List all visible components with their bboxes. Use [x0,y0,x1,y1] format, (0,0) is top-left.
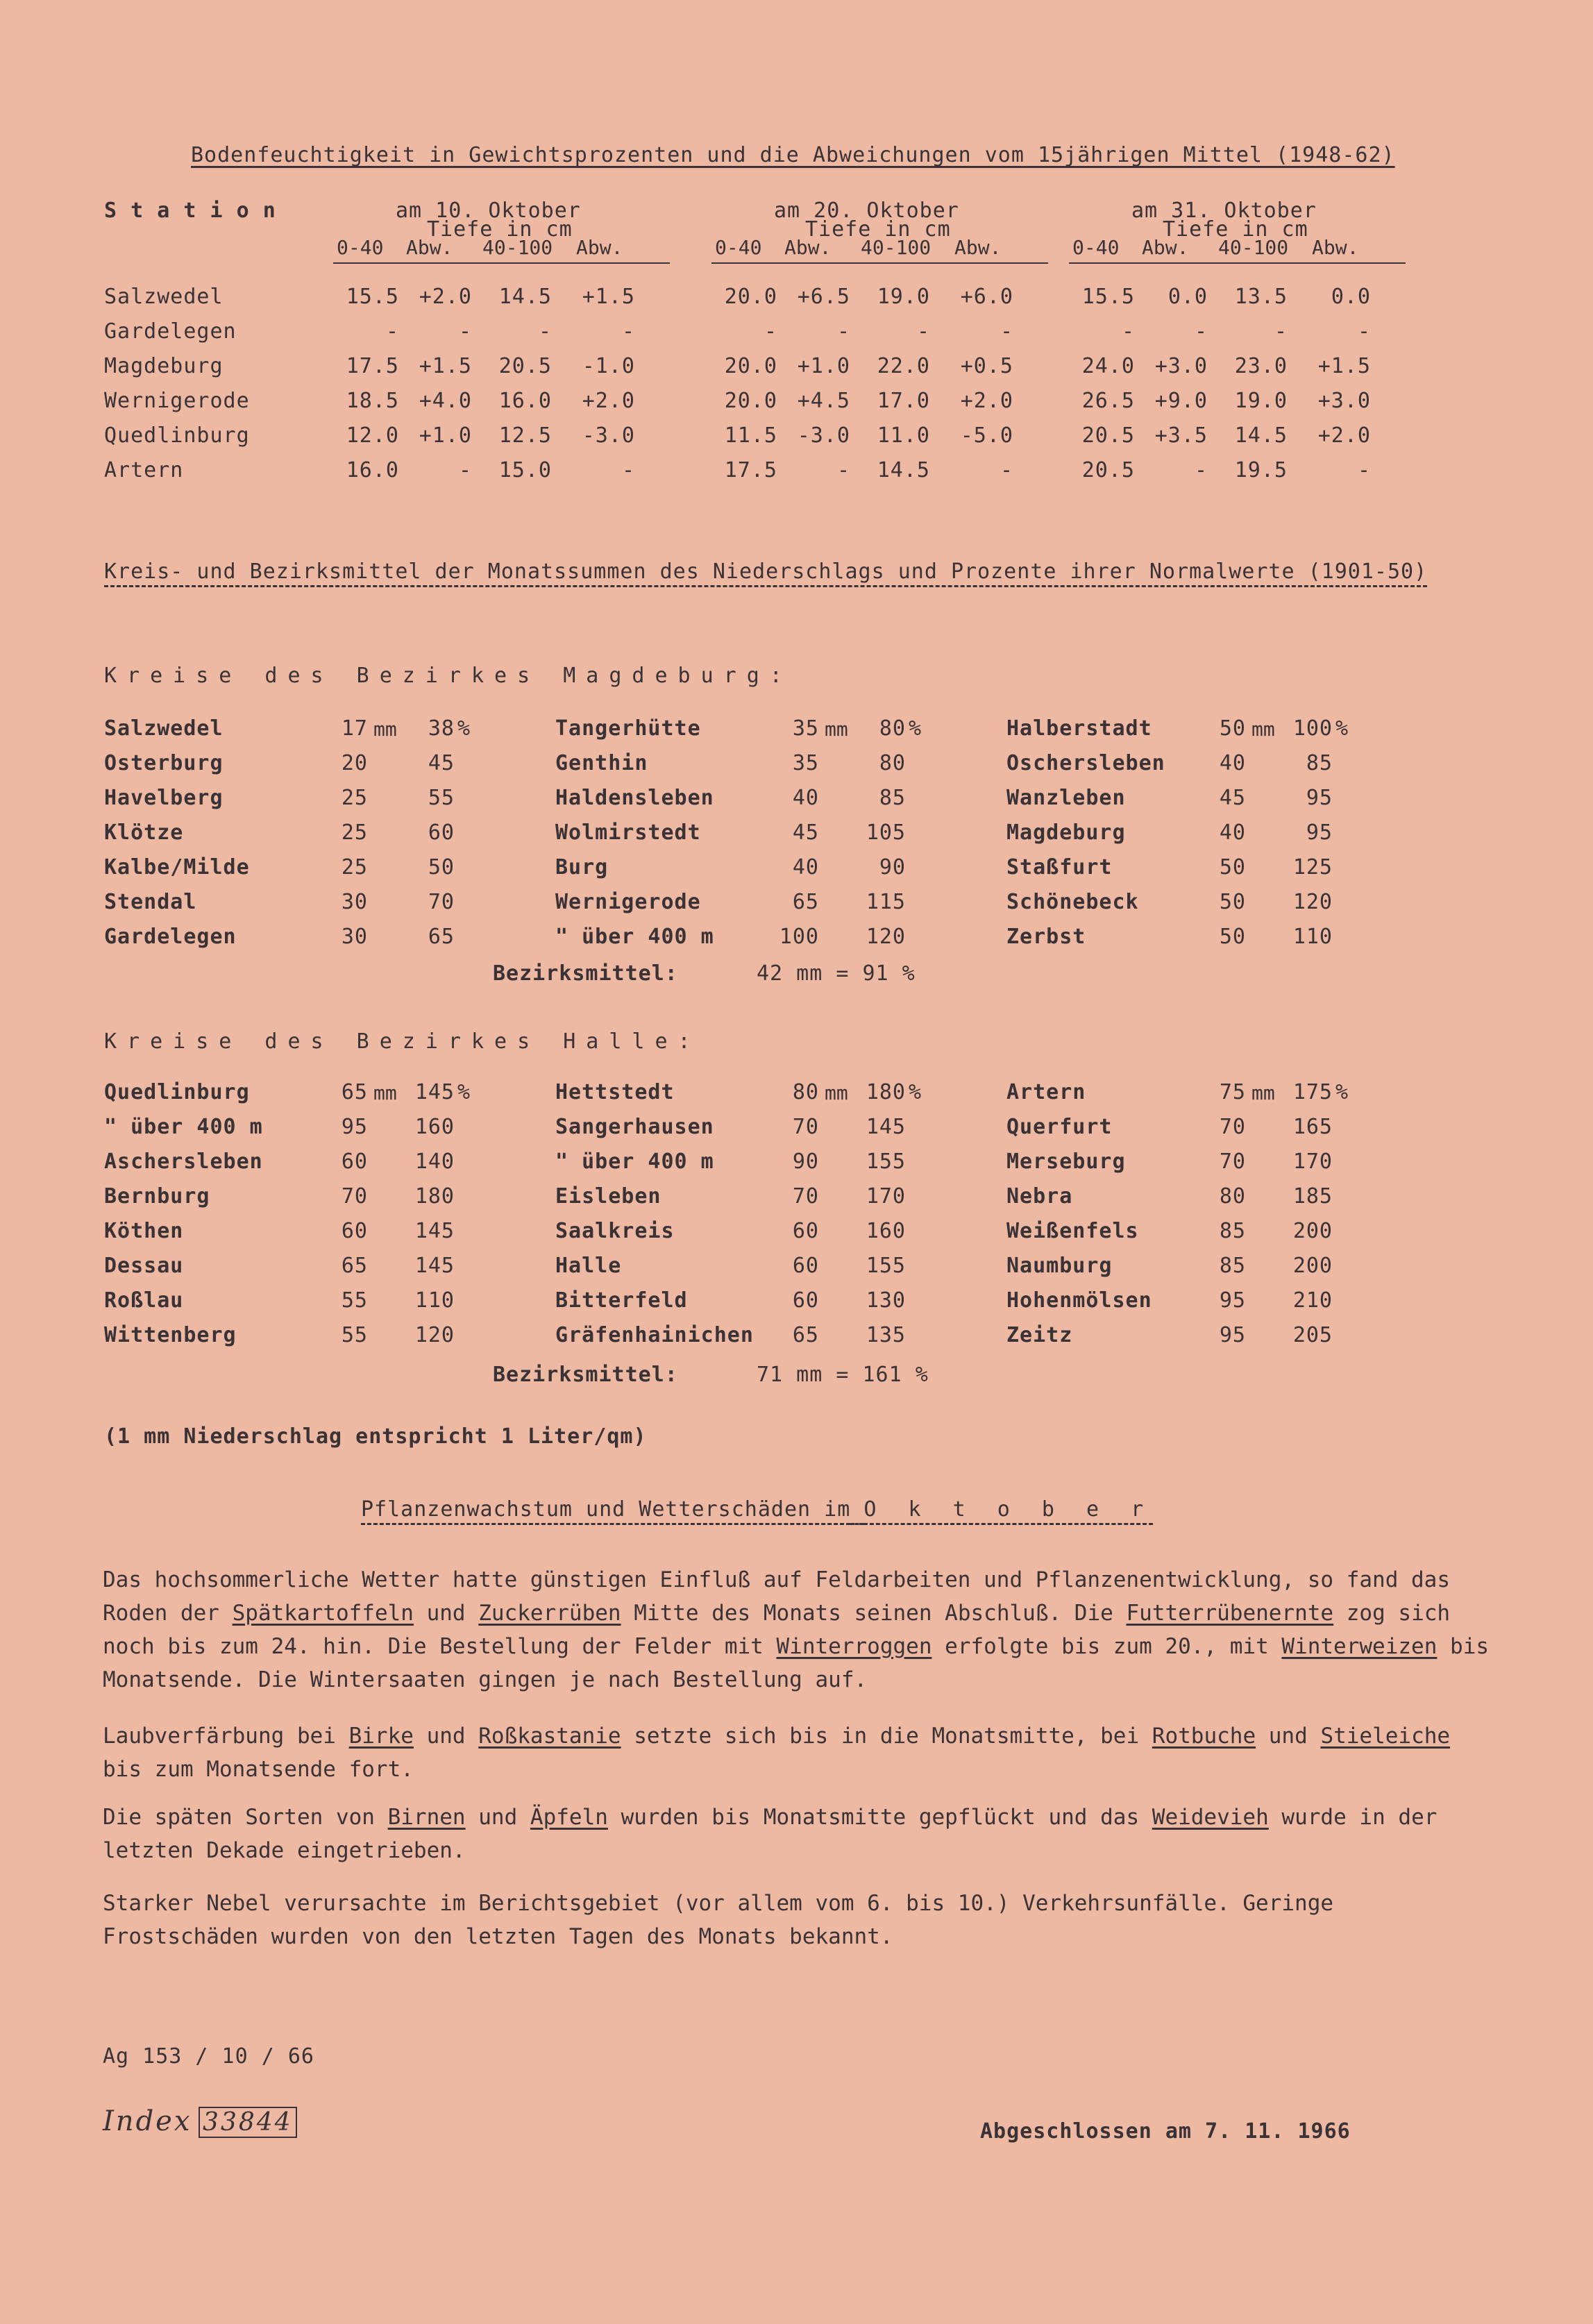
precip-mm: 80 [792,1080,819,1104]
soil-value: 13.5 [1234,285,1288,309]
district-name: Burg [555,855,609,879]
district-name: Stendal [104,890,197,914]
district-name: Sangerhausen [555,1115,714,1139]
district-name: Halberstadt [1006,716,1152,741]
district-name: Wittenberg [104,1323,237,1347]
unit-mm: mm [373,718,397,741]
depth-header: Tiefe in cm [805,217,951,242]
precip-mm: 20 [341,751,368,775]
soil-value: 17.5 [346,354,399,378]
sub-header: 0-40 [715,236,762,259]
station-name: Quedlinburg [104,423,250,448]
precip-percent: 110 [414,1288,455,1313]
soil-value: 16.0 [346,458,399,482]
soil-value: +2.0 [960,389,1013,413]
district-name: Oschersleben [1006,751,1165,775]
soil-value: 20.5 [1081,458,1135,482]
precip-percent: 38 [428,716,455,741]
precip-mm: 85 [1219,1254,1246,1278]
precip-mm: 17 [341,716,368,741]
soil-value: +3.5 [1154,423,1208,448]
unit-mm: mm [825,718,848,741]
soil-value: +2.0 [419,285,472,309]
precip-mm: 95 [341,1115,368,1139]
unit-percent: % [457,716,471,741]
soil-value: - [1194,319,1208,344]
precip-percent: 200 [1292,1219,1333,1243]
soil-value: +3.0 [1317,389,1371,413]
soil-value: - [1194,458,1208,482]
precip-mm: 65 [792,1323,819,1347]
soil-value: 14.5 [498,285,552,309]
precip-mm: 100 [779,925,819,949]
precip-mm: 40 [1219,820,1246,845]
header-rule [333,262,670,264]
precip-percent: 65 [428,925,455,949]
precip-mm: 40 [1219,751,1246,775]
precip-percent: 95 [1306,786,1333,810]
precip-percent: 145 [414,1254,455,1278]
soil-value: - [538,319,552,344]
precip-mm: 60 [792,1254,819,1278]
district-name: " über 400 m [555,925,714,949]
precip-mm: 85 [1219,1219,1246,1243]
soil-value: - [1274,319,1288,344]
precip-percent: 210 [1292,1288,1333,1313]
district-name: Osterburg [104,751,224,775]
soil-value: - [1357,319,1371,344]
soil-value: 0.0 [1331,285,1371,309]
district-name: Schönebeck [1006,890,1139,914]
soil-value: -1.0 [582,354,635,378]
precip-mm: 80 [1219,1184,1246,1209]
soil-value: 20.5 [1081,423,1135,448]
soil-value: 26.5 [1081,389,1135,413]
soil-value: - [764,319,777,344]
precip-percent: 80 [879,716,906,741]
district-name: Gardelegen [104,925,237,949]
soil-value: +4.0 [419,389,472,413]
document-reference: Ag 153 / 10 / 66 [103,2044,314,2069]
precip-mm: 40 [792,855,819,879]
district-name: Zerbst [1006,925,1086,949]
district-name: Staßfurt [1006,855,1113,879]
precip-percent: 115 [866,890,906,914]
precip-mm: 50 [1219,716,1246,741]
district-name: Hettstedt [555,1080,675,1104]
soil-value: - [458,458,472,482]
district-name: Salzwedel [104,716,224,741]
index-stamp [103,2105,297,2137]
plants-title [361,1497,1153,1522]
soil-value: +2.0 [1317,423,1371,448]
precip-mm: 70 [792,1184,819,1209]
precip-percent: 170 [1292,1150,1333,1174]
district-name: Genthin [555,751,648,775]
precip-note: (1 mm Niederschlag entspricht 1 Liter/qm) [104,1424,647,1449]
unit-mm: mm [373,1081,397,1104]
soil-value: 20.0 [724,389,777,413]
district-name: Wolmirstedt [555,820,701,845]
district-name: Weißenfels [1006,1219,1139,1243]
precip-mm: 35 [792,751,819,775]
precip-percent: 120 [1292,890,1333,914]
precip-percent: 155 [866,1254,906,1278]
plants-title-text: Pflanzenwachstum und Wetterschäden im [361,1497,851,1522]
precip-percent: 125 [1292,855,1333,879]
magdeburg-mean-label: Bezirksmittel: [493,961,678,986]
unit-percent: % [909,1080,922,1104]
station-name: Magdeburg [104,354,224,378]
precip-percent: 160 [414,1115,455,1139]
soil-value: +1.5 [419,354,472,378]
precip-percent: 175 [1292,1080,1333,1104]
halle-header: Kreise des Bezirkes Halle: [104,1029,701,1054]
precip-mm: 25 [341,786,368,810]
sub-header: Abw. [576,236,623,259]
soil-value: +0.5 [960,354,1013,378]
precip-percent: 205 [1292,1323,1333,1347]
precip-mm: 75 [1219,1080,1246,1104]
soil-value: 17.0 [877,389,930,413]
soil-value: 22.0 [877,354,930,378]
district-name: " über 400 m [555,1150,714,1174]
sub-header: 40-100 [482,236,553,259]
district-name: Köthen [104,1219,184,1243]
depth-header: Tiefe in cm [1163,217,1308,242]
soil-value: 23.0 [1234,354,1288,378]
precip-title: Kreis- und Bezirksmittel der Monatssummen des Niederschlags und Prozente ihrer Normalwerte (1901-50) [104,559,1428,584]
precip-percent: 145 [414,1219,455,1243]
soil-value: +2.0 [582,389,635,413]
district-name: Gräfenhainichen [555,1323,754,1347]
precip-percent: 200 [1292,1254,1333,1278]
precip-mm: 60 [792,1219,819,1243]
soil-value: 19.5 [1234,458,1288,482]
soil-value: 20.5 [498,354,552,378]
soil-value: 11.5 [724,423,777,448]
precip-percent: 160 [866,1219,906,1243]
sub-header: Abw. [1142,236,1189,259]
precip-percent: 50 [428,855,455,879]
precip-percent: 85 [879,786,906,810]
unit-mm: mm [825,1081,848,1104]
district-name: Wanzleben [1006,786,1126,810]
soil-value: 12.0 [346,423,399,448]
district-name: Havelberg [104,786,224,810]
precip-mm: 65 [341,1254,368,1278]
district-name: Tangerhütte [555,716,701,741]
soil-value: 15.5 [346,285,399,309]
precip-percent: 120 [414,1323,455,1347]
sub-header: Abw. [406,236,453,259]
soil-value: - [916,319,930,344]
soil-value: +4.5 [797,389,850,413]
district-name: Dessau [104,1254,184,1278]
district-name: Aschersleben [104,1150,263,1174]
soil-value: - [621,319,635,344]
district-name: Wernigerode [555,890,701,914]
district-name: Zeitz [1006,1323,1073,1347]
precip-percent: 80 [879,751,906,775]
precip-percent: 105 [866,820,906,845]
district-name: Naumburg [1006,1254,1113,1278]
sub-header: 0-40 [1072,236,1120,259]
precip-mm: 25 [341,855,368,879]
sub-header: 40-100 [861,236,932,259]
precip-mm: 65 [341,1080,368,1104]
precip-percent: 85 [1306,751,1333,775]
soil-value: 15.5 [1081,285,1135,309]
soil-value: - [1357,458,1371,482]
station-name: Gardelegen [104,319,237,344]
halle-mean-value: 71 mm = 161 % [757,1363,929,1387]
unit-percent: % [1335,1080,1349,1104]
soil-value: - [1000,458,1013,482]
soil-value: - [621,458,635,482]
station-name: Wernigerode [104,389,250,413]
paragraph: Das hochsommerliche Wetter hatte günstigen Einfluß auf Feldarbeiten und Pflanzenentwicklung, so fand das Roden der Spätkartoffeln und Zuckerrüben Mitte des Monats seinen Abschluß. Die Futterrübenernte zog sich noch bis zum 24. hin. Die Bestellung der Felder mit Winterroggen erfolgte bis zum 20., mit Winterweizen bis Monatsende. Die Wintersaaten gingen je nach Bestellung auf. [103,1567,1490,1692]
precip-percent: 165 [1292,1115,1333,1139]
soil-value: 18.5 [346,389,399,413]
precip-percent: 110 [1292,925,1333,949]
precip-mm: 70 [341,1184,368,1209]
soil-value: 20.0 [724,285,777,309]
precip-percent: 95 [1306,820,1333,845]
soil-value: +1.5 [582,285,635,309]
soil-value: 14.5 [1234,423,1288,448]
date-header: am 31. Oktober [1131,199,1317,223]
precip-mm: 70 [792,1115,819,1139]
precip-percent: 170 [866,1184,906,1209]
index-label: Index [103,2105,192,2137]
soil-value: +6.0 [960,285,1013,309]
unit-percent: % [457,1080,471,1104]
sub-header: Abw. [1312,236,1359,259]
precip-percent: 45 [428,751,455,775]
district-name: Hohenmölsen [1006,1288,1152,1313]
precip-mm: 30 [341,890,368,914]
unit-percent: % [1335,716,1349,741]
unit-mm: mm [1251,718,1275,741]
precip-mm: 45 [1219,786,1246,810]
soil-value: - [836,458,850,482]
precip-mm: 40 [792,786,819,810]
precip-percent: 135 [866,1323,906,1347]
precip-mm: 50 [1219,925,1246,949]
soil-value: 16.0 [498,389,552,413]
magdeburg-header: Kreise des Bezirkes Magdeburg: [104,664,793,688]
soil-value: +9.0 [1154,389,1208,413]
halle-mean-label: Bezirksmittel: [493,1363,678,1387]
paragraph: Starker Nebel verursachte im Berichtsgebiet (vor allem vom 6. bis 10.) Verkehrsunfälle. Geringe Frostschäden wurden von den letzten Tagen des Monats bekannt. [103,1891,1334,1949]
district-name: " über 400 m [104,1115,263,1139]
precip-percent: 180 [866,1080,906,1104]
plants-title-month: O k t o b e r [863,1497,1154,1522]
soil-value: - [1121,319,1135,344]
precip-mm: 25 [341,820,368,845]
sub-header: 0-40 [337,236,384,259]
index-number: 33844 [199,2107,297,2138]
district-name: Halle [555,1254,622,1278]
soil-value: - [836,319,850,344]
soil-value: 14.5 [877,458,930,482]
station-name: Artern [104,458,184,482]
sub-header: 40-100 [1218,236,1289,259]
paragraph: Laubverfärbung bei Birke und Roßkastanie setzte sich bis in die Monatsmitte, bei Rotbuche und Stieleiche bis zum Monatsende fort. [103,1724,1451,1782]
precip-mm: 95 [1219,1323,1246,1347]
soil-value: +6.5 [797,285,850,309]
sub-header: Abw. [784,236,832,259]
precip-mm: 70 [1219,1150,1246,1174]
district-name: Bitterfeld [555,1288,688,1313]
precip-mm: 55 [341,1288,368,1313]
soil-value: +1.0 [797,354,850,378]
soil-value: -3.0 [797,423,850,448]
precip-mm: 35 [792,716,819,741]
precip-mm: 50 [1219,890,1246,914]
closing-date: Abgeschlossen am 7. 11. 1966 [980,2119,1351,2144]
district-name: Haldensleben [555,786,714,810]
soil-value: - [1000,319,1013,344]
district-name: Nebra [1006,1184,1073,1209]
precip-percent: 55 [428,786,455,810]
soil-value: +3.0 [1154,354,1208,378]
precip-percent: 120 [866,925,906,949]
unit-percent: % [909,716,922,741]
unit-mm: mm [1251,1081,1275,1104]
soil-value: 12.5 [498,423,552,448]
magdeburg-mean-value: 42 mm = 91 % [757,961,916,986]
header-rule [711,262,1048,264]
soil-title: Bodenfeuchtigkeit in Gewichtsprozenten und die Abweichungen vom 15jährigen Mittel (1948-62) [191,143,1395,167]
district-name: Roßlau [104,1288,184,1313]
precip-percent: 145 [414,1080,455,1104]
precip-percent: 90 [879,855,906,879]
soil-station-header: S t a t i o n [104,199,276,223]
district-name: Bernburg [104,1184,210,1209]
precip-mm: 60 [341,1219,368,1243]
precip-mm: 60 [341,1150,368,1174]
district-name: Eisleben [555,1184,661,1209]
precip-percent: 100 [1292,716,1333,741]
header-rule [1069,262,1406,264]
soil-value: 0.0 [1168,285,1208,309]
soil-value: 19.0 [1234,389,1288,413]
soil-value: +1.0 [419,423,472,448]
soil-value: 17.5 [724,458,777,482]
precip-mm: 95 [1219,1288,1246,1313]
district-name: Artern [1006,1080,1086,1104]
precip-percent: 180 [414,1184,455,1209]
district-name: Querfurt [1006,1115,1113,1139]
soil-value: - [385,319,399,344]
soil-value: 19.0 [877,285,930,309]
precip-mm: 70 [1219,1115,1246,1139]
depth-header: Tiefe in cm [427,217,573,242]
district-name: Magdeburg [1006,820,1126,845]
precip-percent: 140 [414,1150,455,1174]
soil-value: 11.0 [877,423,930,448]
precip-mm: 30 [341,925,368,949]
precip-mm: 60 [792,1288,819,1313]
district-name: Saalkreis [555,1219,675,1243]
precip-percent: 70 [428,890,455,914]
precip-percent: 155 [866,1150,906,1174]
soil-value: 20.0 [724,354,777,378]
station-name: Salzwedel [104,285,224,309]
soil-value: 15.0 [498,458,552,482]
soil-value: +1.5 [1317,354,1371,378]
district-name: Quedlinburg [104,1080,250,1104]
soil-value: -3.0 [582,423,635,448]
precip-percent: 185 [1292,1184,1333,1209]
precip-percent: 130 [866,1288,906,1313]
date-header: am 20. Oktober [774,199,959,223]
precip-mm: 65 [792,890,819,914]
soil-value: -5.0 [960,423,1013,448]
date-header: am 10. Oktober [396,199,581,223]
precip-mm: 50 [1219,855,1246,879]
soil-value: - [458,319,472,344]
precip-mm: 90 [792,1150,819,1174]
soil-value: 24.0 [1081,354,1135,378]
district-name: Merseburg [1006,1150,1126,1174]
district-name: Klötze [104,820,184,845]
precip-percent: 145 [866,1115,906,1139]
district-name: Kalbe/Milde [104,855,250,879]
sub-header: Abw. [954,236,1002,259]
precip-percent: 60 [428,820,455,845]
precip-mm: 55 [341,1323,368,1347]
paragraph: Die späten Sorten von Birnen und Äpfeln wurden bis Monatsmitte gepflückt und das Weidevieh wurde in der letzten Dekade eingetrieben. [103,1805,1438,1863]
precip-mm: 45 [792,820,819,845]
